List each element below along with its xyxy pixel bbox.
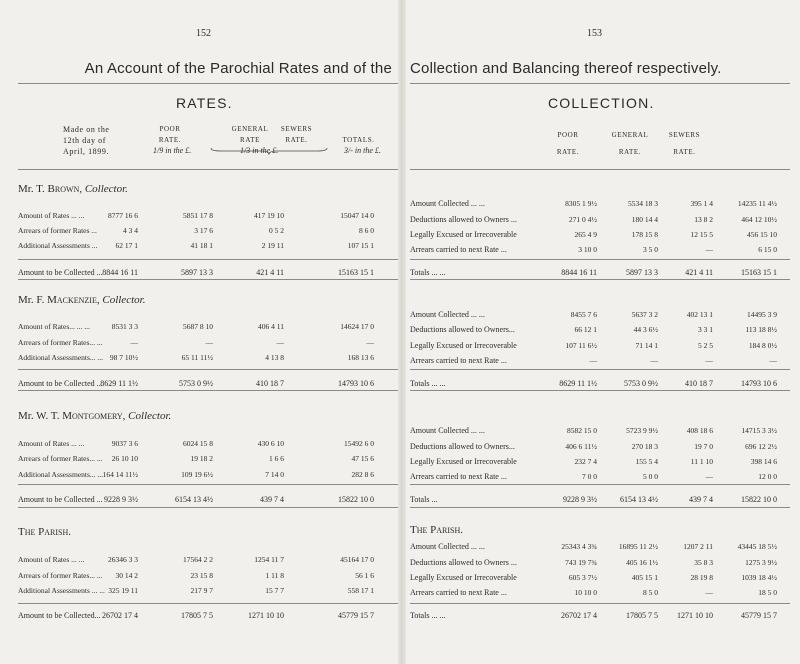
table-row: [410, 229, 800, 241]
collection-sewers-header-2: RATE.: [673, 148, 696, 156]
rates-poor-header: [150, 124, 190, 146]
group-title-montgomery: [18, 410, 171, 422]
cell-poor: 26702 17 4: [561, 611, 597, 620]
cell-general: 5 0 0: [643, 472, 658, 481]
row-label: Legally Excused or Irrecoverable: [410, 230, 517, 239]
cell-sewers: —: [276, 338, 284, 347]
row-label: Amount Collected ... ...: [410, 426, 485, 435]
rates-general-header-2: RATE: [240, 136, 260, 144]
cell-poor: 107 11 6½: [565, 341, 597, 350]
cell-general: 6154 13 4½: [175, 495, 213, 504]
cell-sewers: 2 19 11: [261, 241, 284, 250]
table-row: [410, 324, 800, 336]
group-title-name: Brown: [47, 183, 80, 195]
row-label: Additional Assessments ... ...: [18, 586, 105, 595]
row-label: Arrears carried to next Rate ...: [410, 356, 507, 365]
group-title-brown: [18, 183, 128, 195]
cell-total: 168 13 6: [347, 353, 374, 362]
cell-sewers: 406 4 11: [258, 322, 284, 331]
rate-brace: [210, 147, 328, 155]
rates-sewers-header-1: SEWERS: [280, 125, 313, 133]
book-gutter: [398, 0, 406, 664]
rule-end-mackenzie-left: [18, 390, 398, 391]
collection-poor-header: [548, 130, 588, 158]
cell-general: 3 17 6: [194, 226, 213, 235]
cell-poor: 3 10 0: [578, 245, 597, 254]
row-label: Additional Assessments ...: [18, 241, 98, 250]
cell-total: 398 14 6: [750, 457, 777, 466]
row-label: Arrears carried to next Rate ...: [410, 472, 507, 481]
row-label: Amount to be Collected...: [18, 611, 101, 620]
cell-general: 19 18 2: [190, 454, 213, 463]
cell-poor: 271 0 4½: [568, 215, 597, 224]
row-label: Deductions allowed to Owners...: [410, 325, 515, 334]
cell-total: 15822 10 0: [338, 495, 374, 504]
cell-poor: 25343 4 3¾: [561, 542, 597, 551]
cell-poor: —: [589, 356, 597, 365]
total-row: [18, 267, 398, 279]
rates-general-header: [225, 124, 275, 146]
rates-heading: RATES.: [176, 95, 233, 111]
cell-general: 5534 18 3: [628, 199, 658, 208]
cell-total: 45779 15 7: [741, 611, 777, 620]
cell-poor: 9228 9 3½: [563, 495, 597, 504]
cell-sewers: 408 18 6: [686, 426, 713, 435]
total-row: [18, 378, 398, 390]
row-label: Arrears of former Rates... ...: [18, 338, 103, 347]
cell-sewers: 12 15 5: [690, 230, 713, 239]
totals-fraction: 3/- in the £.: [344, 146, 381, 155]
rule-sub-parish-right: [410, 603, 790, 604]
collection-poor-header-2: RATE.: [556, 148, 580, 156]
row-label: Amount Collected ... ...: [410, 542, 485, 551]
cell-poor: 4 3 4: [123, 226, 138, 235]
cell-sewers: —: [705, 245, 713, 254]
cell-total: 14235 11 4½: [737, 199, 777, 208]
cell-general: 109 19 6½: [181, 470, 213, 479]
table-row: [410, 572, 800, 584]
collection-group-title-name: The Parish.: [410, 524, 464, 536]
cell-sewers: 0 5 2: [269, 226, 284, 235]
made-on-line-3: April, 1899.: [63, 147, 110, 156]
table-row: [18, 585, 398, 597]
cell-general: 405 16 1½: [626, 558, 658, 567]
rates-sewers-header: [274, 124, 319, 146]
cell-general: 5637 3 2: [631, 310, 658, 319]
row-label: Deductions allowed to Owners...: [410, 442, 515, 451]
table-row: [18, 225, 398, 237]
row-label: Additional Assessments... ...: [18, 470, 104, 479]
cell-sewers: 35 8 3: [694, 558, 713, 567]
collection-general-header-2: RATE.: [618, 148, 642, 156]
cell-total: 6 15 0: [758, 245, 777, 254]
cell-poor: 164 14 11½: [102, 470, 138, 479]
cell-poor: 8629 11 1½: [559, 379, 597, 388]
table-row: [410, 309, 800, 321]
table-row: [410, 214, 800, 226]
cell-total: 15047 14 0: [340, 211, 374, 220]
rule-end-brown-right: [410, 279, 790, 280]
cell-poor: 62 17 1: [115, 241, 138, 250]
group-title-prefix: Mr. T.: [18, 183, 48, 195]
cell-total: 15492 6 0: [344, 439, 374, 448]
cell-general: 217 9 7: [190, 586, 213, 595]
collection-heading: COLLECTION.: [548, 95, 655, 111]
rates-general-header-1: GENERAL: [231, 125, 269, 133]
rule-header-left: [18, 169, 398, 170]
cell-sewers: 19 7 0: [694, 442, 713, 451]
table-row: [410, 244, 800, 256]
cell-total: 14495 3 9: [747, 310, 777, 319]
cell-general: —: [205, 338, 213, 347]
table-row: [410, 541, 800, 553]
cell-total: 14793 10 6: [741, 379, 777, 388]
cell-poor: 9228 9 3½: [104, 495, 138, 504]
cell-sewers: 1207 2 11: [683, 542, 713, 551]
cell-general: —: [650, 356, 658, 365]
rule-header-right: [410, 169, 790, 170]
table-row: [18, 210, 398, 222]
cell-total: 464 12 10½: [741, 215, 777, 224]
cell-sewers: 13 8 2: [694, 215, 713, 224]
rule-sub-montgomery-left: [18, 484, 398, 485]
rates-sewers-header-2: RATE.: [285, 136, 308, 144]
collection-general-header: [605, 130, 655, 158]
cell-total: 696 12 2½: [745, 442, 777, 451]
cell-general: 17564 2 2: [183, 555, 213, 564]
cell-total: 15163 15 1: [338, 268, 374, 277]
cell-general: 5897 13 3: [626, 268, 658, 277]
cell-sewers: 410 18 7: [256, 379, 284, 388]
rule-sub-mackenzie-left: [18, 369, 398, 370]
cell-total: 15163 15 1: [741, 268, 777, 277]
cell-total: 184 8 0½: [748, 341, 777, 350]
table-row: [18, 570, 398, 582]
row-label: Deductions allowed to Owners ...: [410, 558, 517, 567]
collection-sewers-header-1: SEWERS: [668, 131, 701, 139]
cell-sewers: 421 4 11: [685, 268, 713, 277]
cell-poor: 7 0 0: [582, 472, 597, 481]
cell-sewers: 439 7 4: [689, 495, 713, 504]
cell-total: 43445 18 5½: [737, 542, 777, 551]
cell-poor: 232 7 4: [574, 457, 597, 466]
cell-poor: 605 3 7½: [568, 573, 597, 582]
cell-poor: 8531 3 3: [111, 322, 138, 331]
cell-general: 6154 13 4½: [620, 495, 658, 504]
cell-sewers: 1271 10 10: [677, 611, 713, 620]
cell-poor: 30 14 2: [115, 571, 138, 580]
table-row: [410, 425, 800, 437]
cell-general: 17805 7 5: [626, 611, 658, 620]
cell-general: 405 15 1: [631, 573, 658, 582]
group-title-suffix: , Collector.: [96, 294, 146, 306]
table-row: [410, 340, 800, 352]
cell-general: 5687 8 10: [183, 322, 213, 331]
cell-total: 47 15 6: [351, 454, 374, 463]
table-row: [410, 355, 800, 367]
cell-poor: 26 10 10: [111, 454, 138, 463]
cell-general: 6024 15 8: [183, 439, 213, 448]
table-row: [18, 453, 398, 465]
collection-poor-header-1: POOR: [557, 131, 579, 139]
cell-poor: 8582 15 0: [567, 426, 597, 435]
row-label: Amount Collected ... ...: [410, 310, 485, 319]
cell-general: 3 5 0: [643, 245, 658, 254]
cell-total: 8 6 0: [359, 226, 374, 235]
table-row: [410, 198, 800, 210]
cell-general: 71 14 1: [635, 341, 658, 350]
row-label: Arrears carried to next Rate ...: [410, 588, 507, 597]
cell-general: 155 5 4: [635, 457, 658, 466]
row-label: Additional Assessments... ...: [18, 353, 104, 362]
row-label: Amount of Rates ... ...: [18, 211, 85, 220]
row-label: Arrears of former Rates... ...: [18, 571, 103, 580]
cell-total: 282 8 6: [351, 470, 374, 479]
cell-general: 8 5 0: [643, 588, 658, 597]
cell-poor: 8455 7 6: [570, 310, 597, 319]
cell-sewers: 7 14 0: [265, 470, 284, 479]
made-on-line-1: Made on the: [63, 125, 110, 134]
row-label: Amount to be Collected ...: [18, 268, 103, 277]
cell-total: 18 5 0: [758, 588, 777, 597]
row-label: Amount of Rates ... ...: [18, 555, 85, 564]
cell-sewers: —: [705, 472, 713, 481]
cell-sewers: 395 1 4: [690, 199, 713, 208]
group-title-name: The Parish.: [18, 526, 72, 538]
cell-general: 41 18 1: [190, 241, 213, 250]
table-row: [18, 352, 398, 364]
table-row: [18, 321, 398, 333]
cell-sewers: 410 18 7: [685, 379, 713, 388]
cell-total: 56 1 6: [355, 571, 374, 580]
cell-general: 44 3 6½: [633, 325, 658, 334]
cell-general: 180 14 4: [631, 215, 658, 224]
cell-total: 14624 17 0: [340, 322, 374, 331]
table-row: [18, 337, 398, 349]
cell-poor: 406 6 11½: [565, 442, 597, 451]
group-title-mackenzie: [18, 294, 145, 306]
cell-general: 5851 17 8: [183, 211, 213, 220]
row-label: Amount of Rates... ... ...: [18, 322, 90, 331]
rates-poor-header-1: POOR: [159, 125, 181, 133]
rule-end-montgomery-right: [410, 507, 790, 508]
rule-sub-brown-right: [410, 259, 790, 260]
cell-general: 5753 0 9½: [179, 379, 213, 388]
table-row: [410, 587, 800, 599]
cell-poor: 325 19 11: [108, 586, 138, 595]
cell-poor: 26346 3 3: [108, 555, 138, 564]
cell-sewers: —: [705, 356, 713, 365]
title-left: An Account of the Parochial Rates and of the: [84, 60, 392, 77]
cell-total: 456 15 10: [747, 230, 777, 239]
cell-sewers: 5 2 5: [698, 341, 713, 350]
cell-total: 15822 10 0: [741, 495, 777, 504]
row-label: Amount to be Collected ...: [18, 495, 103, 504]
cell-sewers: 28 19 8: [690, 573, 713, 582]
cell-poor: 8305 1 9½: [565, 199, 597, 208]
made-on-line-2: 12th day of: [63, 136, 107, 145]
row-label: Totals ... ...: [410, 268, 446, 277]
page-number-left: 152: [196, 28, 211, 39]
total-row: [410, 378, 800, 390]
group-title-prefix: Mr. F.: [18, 294, 48, 306]
rates-poor-header-2: RATE.: [158, 136, 182, 144]
cell-poor: 9037 3 6: [111, 439, 138, 448]
cell-poor: 8777 16 6: [108, 211, 138, 220]
cell-total: 558 17 1: [347, 586, 374, 595]
total-row: [18, 610, 398, 622]
cell-poor: 10 10 0: [574, 588, 597, 597]
group-title-suffix: , Collector.: [79, 183, 128, 195]
group-title-parish: [18, 526, 71, 538]
cell-general: 65 11 11½: [181, 353, 213, 362]
total-row: [410, 610, 800, 622]
rule-end-mackenzie-right: [410, 390, 790, 391]
row-label: Totals ...: [410, 495, 438, 504]
made-on-header: [63, 124, 110, 157]
cell-total: 12 0 0: [758, 472, 777, 481]
group-title-name: Mackenzie: [47, 294, 97, 306]
cell-sewers: —: [705, 588, 713, 597]
cell-total: —: [366, 338, 374, 347]
general-sewers-fraction: 1/3 in the £.: [240, 146, 279, 155]
row-label: Arrears of former Rates... ...: [18, 454, 103, 463]
row-label: Amount of Rates ... ...: [18, 439, 85, 448]
table-row: [18, 240, 398, 252]
page-number-right: 153: [587, 28, 602, 39]
cell-general: 5753 0 9½: [624, 379, 658, 388]
cell-general: 5723 9 9½: [626, 426, 658, 435]
cell-poor: 66 12 1: [574, 325, 597, 334]
rule-end-brown-left: [18, 279, 398, 280]
cell-total: 107 15 1: [347, 241, 374, 250]
cell-sewers: 1271 10 10: [248, 611, 284, 620]
cell-total: 14793 10 6: [338, 379, 374, 388]
cell-sewers: 1 6 6: [269, 454, 284, 463]
cell-sewers: 1254 11 7: [254, 555, 284, 564]
table-row: [410, 471, 800, 483]
cell-sewers: 4 13 8: [265, 353, 284, 362]
rule-sub-mackenzie-right: [410, 369, 790, 370]
cell-total: 1039 18 4½: [741, 573, 777, 582]
rule-sub-montgomery-right: [410, 484, 790, 485]
cell-total: 14715 3 3½: [741, 426, 777, 435]
rule-top-right: [410, 83, 790, 84]
table-row: [410, 456, 800, 468]
row-label: Totals ... ...: [410, 379, 446, 388]
table-row: [410, 441, 800, 453]
cell-sewers: 1 11 8: [265, 571, 284, 580]
cell-sewers: 15 7 7: [265, 586, 284, 595]
cell-general: 270 18 3: [631, 442, 658, 451]
group-title-suffix: , Collector.: [122, 410, 172, 422]
row-label: Legally Excused or Irrecoverable: [410, 457, 517, 466]
row-label: Arrears of former Rates ...: [18, 226, 97, 235]
rule-end-montgomery-left: [18, 507, 398, 508]
cell-poor: 743 19 7¾: [565, 558, 597, 567]
cell-poor: 265 4 9: [574, 230, 597, 239]
cell-general: 178 15 8: [631, 230, 658, 239]
cell-sewers: 439 7 4: [260, 495, 284, 504]
rule-sub-brown-left: [18, 259, 398, 260]
cell-poor: 26702 17 4: [102, 611, 138, 620]
cell-poor: 8629 11 1½: [100, 379, 138, 388]
collection-group-title-parish: [410, 524, 463, 536]
total-row: [410, 267, 800, 279]
table-row: [18, 554, 398, 566]
title-right: Collection and Balancing thereof respectively.: [410, 60, 722, 77]
group-title-name: Montgomery: [62, 410, 123, 422]
cell-general: 23 15 8: [190, 571, 213, 580]
row-label: Amount Collected ... ...: [410, 199, 485, 208]
cell-general: 17805 7 5: [181, 611, 213, 620]
cell-poor: 98 7 10½: [109, 353, 138, 362]
cell-sewers: 11 1 10: [690, 457, 713, 466]
cell-general: 5897 13 3: [181, 268, 213, 277]
cell-total: 113 18 8½: [745, 325, 777, 334]
poor-fraction: 1/9 in the £.: [153, 146, 192, 155]
cell-total: 45164 17 0: [340, 555, 374, 564]
group-title-prefix: Mr. W. T.: [18, 410, 63, 422]
row-label: Legally Excused or Irrecoverable: [410, 341, 517, 350]
total-row: [18, 494, 398, 506]
cell-total: —: [769, 356, 777, 365]
total-row: [410, 494, 800, 506]
rates-totals-header: TOTALS.: [342, 136, 375, 144]
row-label: Totals ... ...: [410, 611, 446, 620]
table-row: [18, 469, 398, 481]
cell-total: 45779 15 7: [338, 611, 374, 620]
collection-sewers-header: [662, 130, 707, 158]
cell-sewers: 421 4 11: [256, 268, 284, 277]
row-label: Arrears carried to next Rate ...: [410, 245, 507, 254]
cell-total: 1275 3 9½: [745, 558, 777, 567]
cell-sewers: 430 6 10: [257, 439, 284, 448]
cell-sewers: 3 3 1: [698, 325, 713, 334]
row-label: Amount to be Collected ...: [18, 379, 103, 388]
table-row: [410, 557, 800, 569]
cell-general: 16895 11 2½: [618, 542, 658, 551]
rule-top-left: [18, 83, 398, 84]
row-label: Legally Excused or Irrecoverable: [410, 573, 517, 582]
cell-sewers: 402 13 1: [686, 310, 713, 319]
row-label: Deductions allowed to Owners ...: [410, 215, 517, 224]
collection-general-header-1: GENERAL: [611, 131, 649, 139]
cell-poor: 8844 16 11: [561, 268, 597, 277]
cell-poor: 8844 16 11: [102, 268, 138, 277]
rule-sub-parish-left: [18, 603, 398, 604]
table-row: [18, 438, 398, 450]
cell-poor: —: [130, 338, 138, 347]
cell-sewers: 417 19 10: [254, 211, 284, 220]
